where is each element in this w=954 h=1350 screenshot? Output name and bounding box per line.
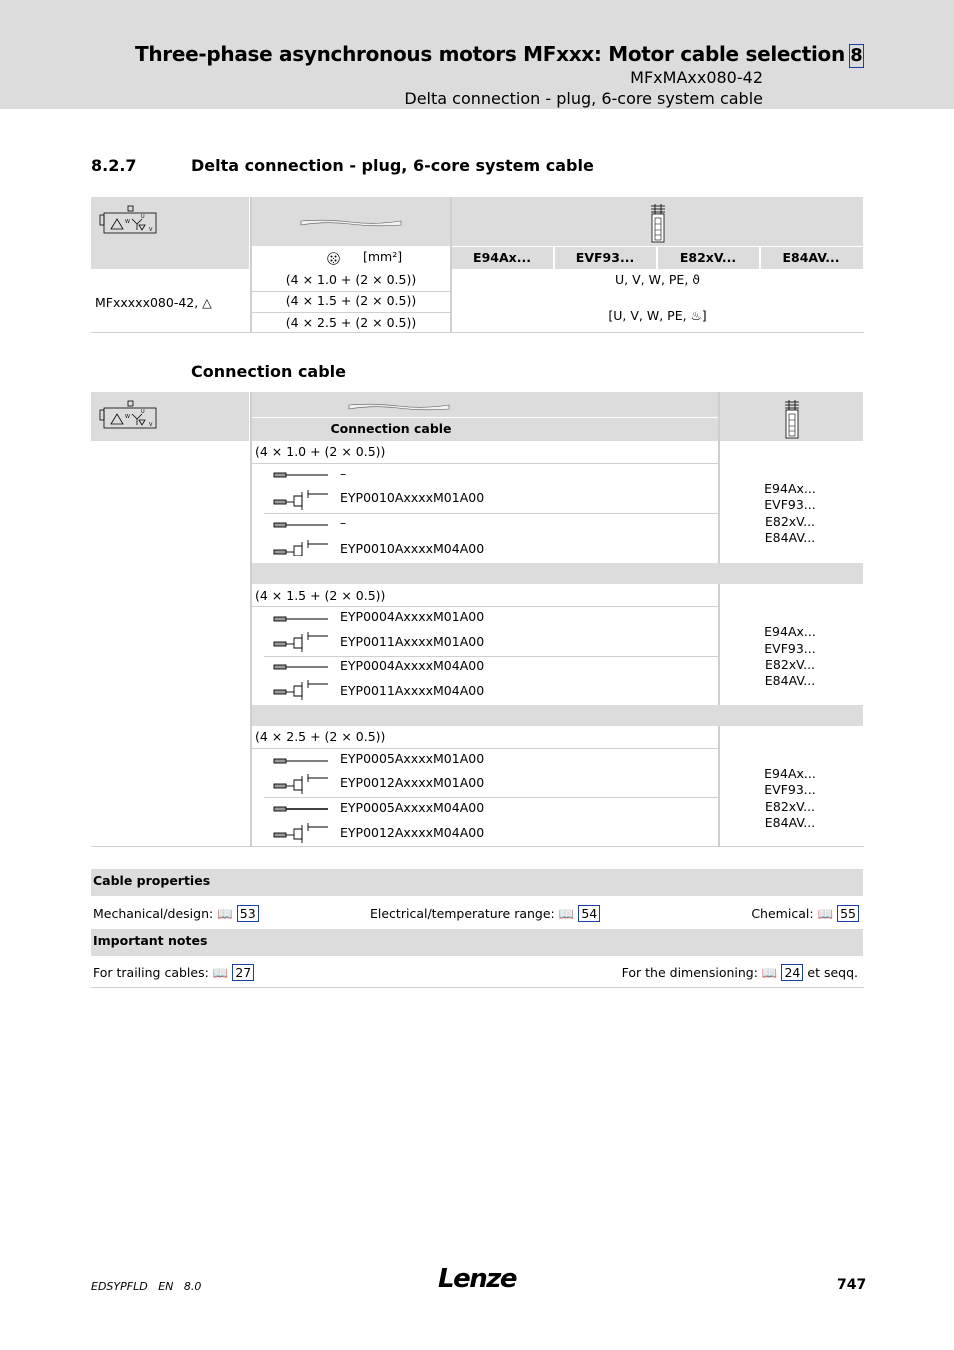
cable-properties-label: Cable properties xyxy=(93,873,211,888)
motor-delta-icon xyxy=(99,205,163,235)
group3-row3: EYP0005AxxxxM04A00 xyxy=(340,800,485,815)
electrical-page-link[interactable]: 54 xyxy=(578,905,600,922)
page-subtitle-connection: Delta connection - plug, 6-core system cable xyxy=(404,89,763,108)
row-divider xyxy=(452,246,863,247)
group1-drive4: E84AV... xyxy=(764,530,816,545)
important-notes-label: Important notes xyxy=(93,933,208,948)
dimensioning-suffix: et seqq. xyxy=(807,965,858,980)
book-icon: 📖 xyxy=(558,906,575,921)
cable-icon xyxy=(348,403,450,411)
group2-drive4: E84AV... xyxy=(764,673,816,688)
book-icon: 📖 xyxy=(217,906,233,921)
book-icon: 📖 xyxy=(212,965,229,980)
group3-row4: EYP0012AxxxxM04A00 xyxy=(340,825,485,840)
chapter-link[interactable]: 8 xyxy=(850,45,863,66)
page-subtitle-model: MFxMAxx080-42 xyxy=(630,68,763,87)
chemical-page-link[interactable]: 55 xyxy=(837,905,859,922)
group2-drive1: E94Ax... xyxy=(764,624,816,639)
group3-drive2: EVF93... xyxy=(764,782,816,797)
footer-version: 8.0 xyxy=(183,1280,202,1293)
group1-row2: EYP0010AxxxxM01A00 xyxy=(340,490,485,505)
group3-drive4: E84AV... xyxy=(764,815,816,830)
footer-doc-info xyxy=(91,1280,201,1293)
group2-cross-section: (4 × 1.5 + (2 × 0.5)) xyxy=(255,588,386,603)
footer-lang: EN xyxy=(158,1280,174,1293)
drive-col-e82xv: E82xV... xyxy=(679,250,737,265)
drive-col-evf93: EVF93... xyxy=(575,250,635,265)
group3-cross-section: (4 × 2.5 + (2 × 0.5)) xyxy=(255,729,386,744)
mechanical-ref xyxy=(93,906,259,922)
book-icon: 📖 xyxy=(817,906,834,921)
cable-end-icons xyxy=(272,612,330,700)
group1-row1: – xyxy=(340,466,347,481)
motor-delta-icon xyxy=(99,400,163,430)
row-divider xyxy=(252,291,450,292)
cable-end-icons xyxy=(272,754,330,844)
group3-drive3: E82xV... xyxy=(764,799,816,814)
group2-row4: EYP0011AxxxxM04A00 xyxy=(340,683,485,698)
book-icon: 📖 xyxy=(761,965,778,980)
trailing-page-link[interactable]: 27 xyxy=(232,964,254,981)
svg-text:W: W xyxy=(125,219,130,225)
group2-row2: EYP0011AxxxxM01A00 xyxy=(340,634,485,649)
group1-drive1: E94Ax... xyxy=(764,481,816,496)
group-separator xyxy=(252,563,863,584)
group3-row1: EYP0005AxxxxM01A00 xyxy=(340,751,485,766)
group2-row1: EYP0004AxxxxM01A00 xyxy=(340,609,485,624)
svg-text:U: U xyxy=(141,214,145,220)
row-divider xyxy=(252,312,450,313)
svg-text:V: V xyxy=(149,227,153,233)
terminals-2: [U, V, W, PE, ♨] xyxy=(608,308,707,323)
group-separator xyxy=(252,705,863,726)
svg-text:W: W xyxy=(125,414,130,420)
cable-end-icons xyxy=(272,468,330,556)
row-divider xyxy=(91,987,864,988)
group3-row2: EYP0012AxxxxM01A00 xyxy=(340,775,485,790)
row-divider xyxy=(91,846,864,847)
page-number: 747 xyxy=(837,1277,867,1293)
group2-row3: EYP0004AxxxxM04A00 xyxy=(340,658,485,673)
chemical-ref xyxy=(751,906,859,922)
terminals-1: U, V, W, PE, ϑ xyxy=(614,272,701,287)
row-divider xyxy=(91,332,864,333)
drive-col-e94ax: E94Ax... xyxy=(473,250,531,265)
drive-controller-icon xyxy=(650,204,666,244)
group1-drive3: E82xV... xyxy=(764,514,816,529)
electrical-ref xyxy=(370,906,600,922)
cross-section-3: (4 × 2.5 + (2 × 0.5)) xyxy=(285,315,417,330)
chemical-label: Chemical: xyxy=(751,906,814,921)
connection-cable-column-header: Connection cable xyxy=(330,421,452,436)
connection-cable-heading: Connection cable xyxy=(191,362,347,381)
mechanical-label: Mechanical/design: xyxy=(93,906,214,921)
lenze-logo: Lenze xyxy=(438,1264,516,1294)
row-divider xyxy=(264,797,718,798)
svg-text:U: U xyxy=(141,409,145,415)
trailing-label: For trailing cables: xyxy=(93,965,209,980)
electrical-label: Electrical/temperature range: xyxy=(370,906,555,921)
row-divider xyxy=(264,656,718,657)
cross-section-1: (4 × 1.0 + (2 × 0.5)) xyxy=(285,272,417,287)
motor-type: MFxxxxx080-42, △ xyxy=(95,295,212,310)
group1-cross-section: (4 × 1.0 + (2 × 0.5)) xyxy=(255,444,386,459)
row-divider xyxy=(252,606,718,607)
dimensioning-ref xyxy=(622,965,858,981)
group3-drive1: E94Ax... xyxy=(764,766,816,781)
group2-drive2: EVF93... xyxy=(764,641,816,656)
cross-section-2: (4 × 1.5 + (2 × 0.5)) xyxy=(285,293,417,308)
row-divider xyxy=(252,748,718,749)
group1-row3: – xyxy=(340,515,347,530)
footer-doc-id: EDSYPFLD xyxy=(91,1280,148,1293)
cable-icon xyxy=(300,219,402,227)
group2-drive3: E82xV... xyxy=(764,657,816,672)
dimensioning-page-link[interactable]: 24 xyxy=(781,964,803,981)
row-divider xyxy=(252,463,718,464)
section-title: Delta connection - plug, 6-core system cable xyxy=(191,156,594,175)
table1-unit-cell xyxy=(252,246,450,269)
page-title: Three-phase asynchronous motors MFxxx: Motor cable selection xyxy=(135,42,845,66)
drive-controller-icon xyxy=(784,400,800,440)
trailing-ref xyxy=(93,965,254,981)
drive-col-e84av: E84AV... xyxy=(782,250,840,265)
col-divider xyxy=(250,392,252,847)
group1-drive2: EVF93... xyxy=(764,497,816,512)
unit-label: [mm²] xyxy=(363,249,403,264)
group1-row4: EYP0010AxxxxM04A00 xyxy=(340,541,485,556)
row-divider xyxy=(264,513,718,514)
mechanical-page-link[interactable]: 53 xyxy=(237,905,259,922)
svg-text:V: V xyxy=(149,422,153,428)
section-number: 8.2.7 xyxy=(91,156,137,175)
row-divider xyxy=(252,417,718,418)
cross-section-icon xyxy=(327,252,340,265)
dimensioning-label: For the dimensioning: xyxy=(621,965,758,980)
